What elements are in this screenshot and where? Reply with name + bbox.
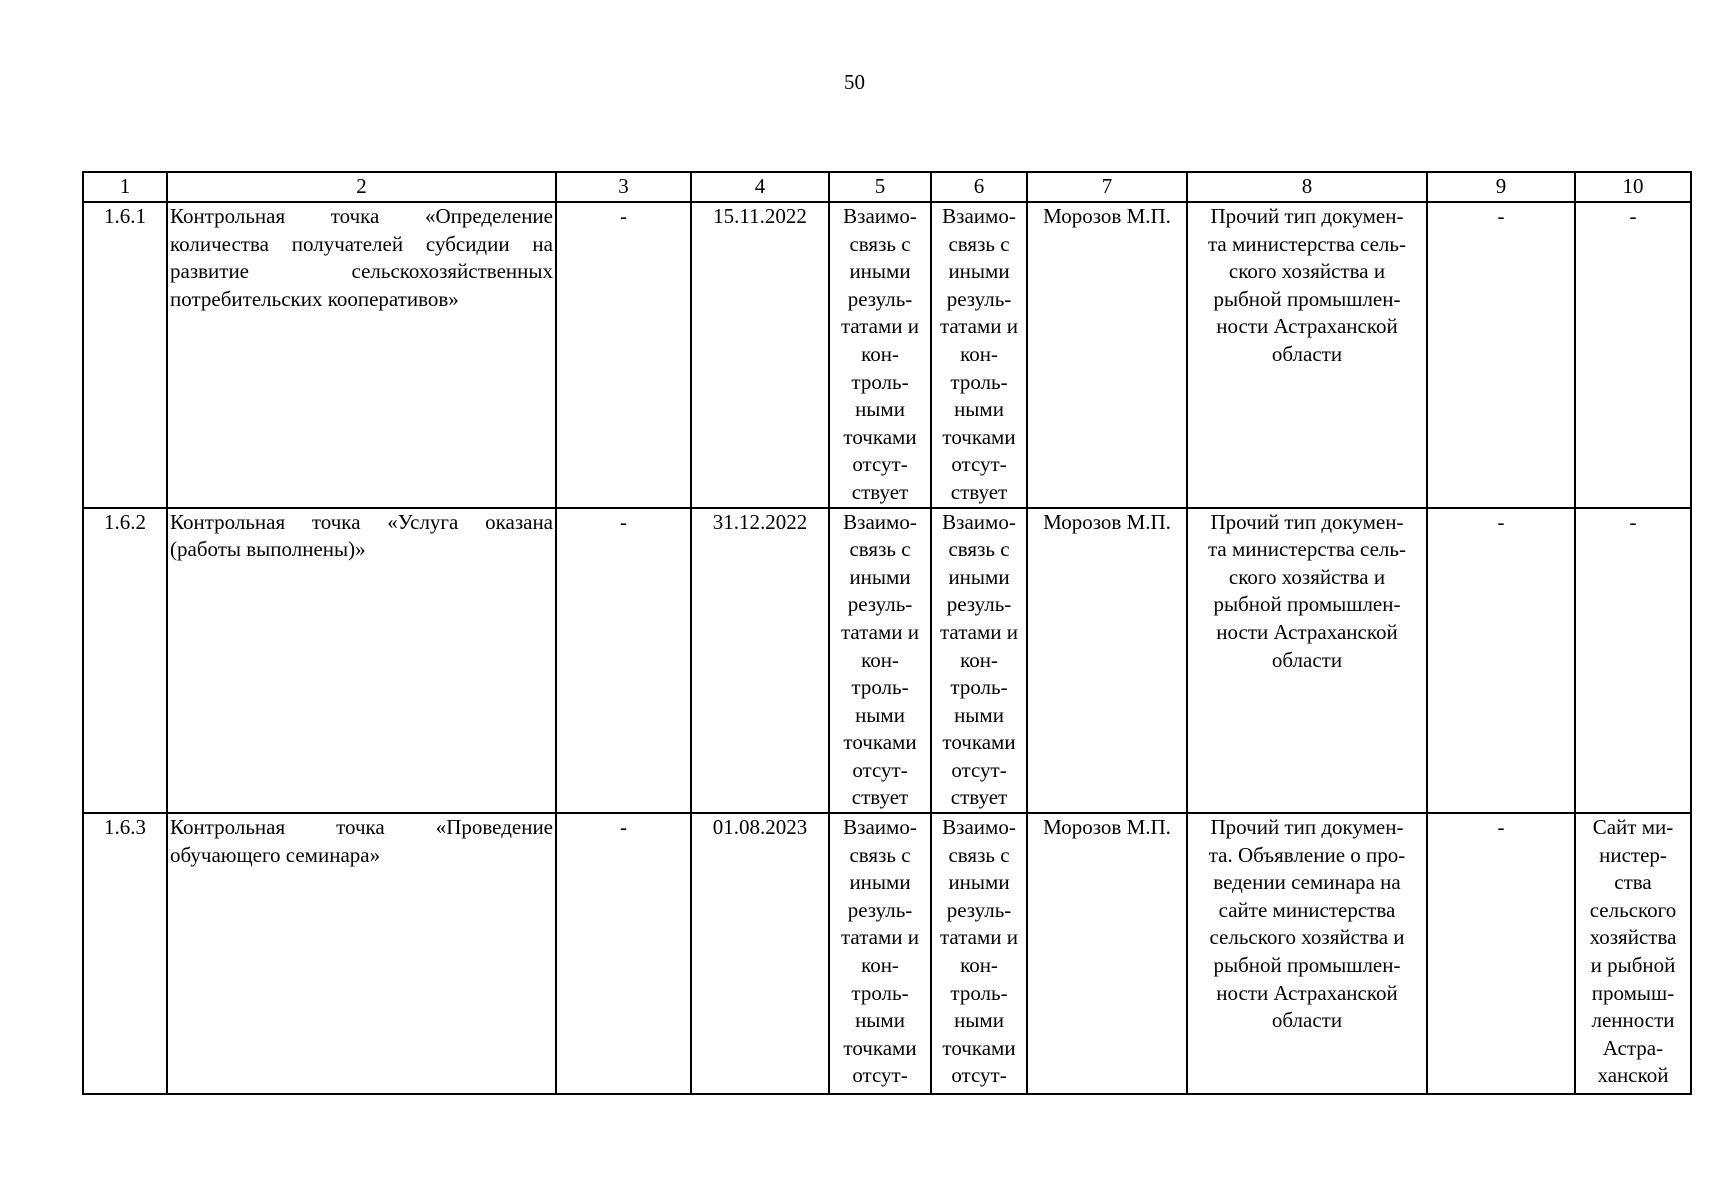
document-type: Прочий тип докумен- та. Объявление о про- ведении семинара на сайте министерства сельского хозяйства и рыбной промышлен- ности Астраханской области: [1208, 815, 1406, 1033]
checkpoint-date: 01.08.2023: [691, 813, 829, 1094]
page-number: 50: [844, 70, 865, 94]
relation-text-col5: Взаимо- связь с иными резуль- татами и кон- троль- ными точками отсут-: [841, 815, 919, 1088]
column-header: 8: [1187, 172, 1427, 202]
column-header: 10: [1575, 172, 1691, 202]
header-row: [83, 172, 1691, 202]
column-header: 4: [691, 172, 829, 202]
column-header: 6: [931, 172, 1027, 202]
checkpoint-name: Контрольная точка «Услуга оказана (работы выполнены)»: [167, 508, 556, 814]
row-number: 1.6.1: [83, 202, 167, 508]
table-row: [83, 202, 1691, 508]
column-header: 3: [556, 172, 691, 202]
cell-col10: -: [1575, 508, 1691, 814]
cell-col10: -: [1575, 202, 1691, 508]
relation-text-col5: Взаимо- связь с иными резуль- татами и кон- троль- ными точками отсут- ствует: [841, 509, 919, 810]
plan-table: [82, 171, 1692, 1095]
relation-text-col6: Взаимо- связь с иными резуль- татами и кон- троль- ными точками отсут- ствует: [940, 204, 1018, 504]
cell-col9: -: [1427, 813, 1575, 1094]
column-header: 5: [829, 172, 931, 202]
table-row: [83, 813, 1691, 1094]
row-number: 1.6.2: [83, 508, 167, 814]
checkpoint-date: 15.11.2022: [691, 202, 829, 508]
responsible-person: Морозов М.П.: [1027, 813, 1187, 1094]
responsible-person: Морозов М.П.: [1027, 508, 1187, 814]
cell-col3: -: [556, 813, 691, 1094]
row-number: 1.6.3: [83, 813, 167, 1094]
table-row: [83, 508, 1691, 814]
column-header: 9: [1427, 172, 1575, 202]
checkpoint-name: Контрольная точка «Проведение обучающего семинара»: [167, 813, 556, 1094]
responsible-person: Морозов М.П.: [1027, 202, 1187, 508]
document-type: Прочий тип докумен- та министерства сель- ского хозяйства и рыбной промышлен- ности Астраханской области: [1208, 204, 1406, 366]
relation-text-col5: Взаимо- связь с иными резуль- татами и кон- троль- ными точками отсут- ствует: [841, 204, 919, 504]
cell-col3: -: [556, 202, 691, 508]
cell-col3: -: [556, 508, 691, 814]
publication-place: Сайт ми- нистер- ства сельского хозяйства и рыбной промыш- ленности Астра- ханской: [1589, 815, 1677, 1088]
column-header: 2: [167, 172, 556, 202]
relation-text-col6: Взаимо- связь с иными резуль- татами и кон- троль- ными точками отсут- ствует: [940, 509, 1018, 810]
column-header: 7: [1027, 172, 1187, 202]
document-type: Прочий тип докумен- та министерства сель- ского хозяйства и рыбной промышлен- ности Астраханской области: [1208, 509, 1406, 672]
relation-text-col6: Взаимо- связь с иными резуль- татами и кон- троль- ными точками отсут-: [940, 815, 1018, 1088]
checkpoint-name: Контрольная точка «Определение количества получателей субсидии на развитие сельскохозяйственных потребительских кооперативов»: [167, 202, 556, 508]
cell-col9: -: [1427, 202, 1575, 508]
checkpoint-date: 31.12.2022: [691, 508, 829, 814]
cell-col9: -: [1427, 508, 1575, 814]
column-header: 1: [83, 172, 167, 202]
